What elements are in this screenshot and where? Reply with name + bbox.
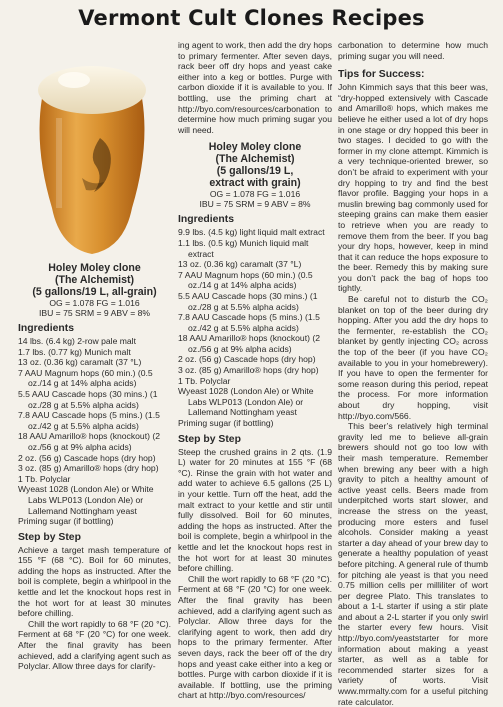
recipe-title-line: (The Alchemist) [215, 153, 295, 166]
ingredient-item: 14 lbs. (6.4 kg) 2-row pale malt [18, 336, 136, 346]
tips-paragraph: Be careful not to disturb the CO₂ blanket on top of the beer during dry hopping. After you add the dry hops to the fermenter, re-establish the CO₂ blanket by gently injecting CO₂ across the top of the beer (if you have CO₂ available to you in your homebrewery). If you have to open the fermenter for some reason during this period, repeat the process. For more information about dry hopping, visit http://byo.com/566. [338, 294, 488, 421]
step-paragraph: Chill the wort rapidly to 68 °F (20 °C). Ferment at 68 °F (20 °C) for one week. After the final gravity has been achieved, add a clarifying agent such as Polyclar. Allow three days for the clarifying agent to work, then add dry hops to the primary fermenter. After seven days, rack the beer off of the dry hops and yeast cake either into a keg or bottles. Purge with carbon dioxide if it is available. If bottling, use the priming chart at http://byo.com/resources/ [178, 573, 332, 701]
recipe-title-line: (5 gallons/19 L, [216, 165, 294, 178]
ingredient-item: 13 oz. (0.36 kg) caramalt (37 °L) [178, 259, 302, 270]
recipe-specs: OG = 1.078 FG = 1.016 [209, 189, 301, 200]
recipe-title-line: Holey Moley clone [208, 141, 302, 154]
ingredient-item: 2 oz. (56 g) Cascade hops (dry hop) [178, 354, 316, 365]
ingredient-item: Priming sugar (if bottling) [18, 516, 114, 527]
recipe-specs: IBU = 75 SRM = 9 ABV = 8% [38, 308, 151, 318]
recipe-title-line: extract with grain) [209, 177, 301, 190]
ingredient-item: 1.1 lbs. (0.5 kg) Munich liquid malt extract [178, 237, 309, 259]
ingredient-item: 3 oz. (85 g) Amarillo® hops (dry hop) [178, 365, 319, 376]
ingredient-item: Wyeast 1028 (London Ale) or White Labs WLP013 (London Ale) or Lallemand Nottingham yeast [178, 386, 314, 418]
ingredient-item: 1.7 lbs. (0.77 kg) Munich malt [18, 346, 131, 357]
ingredient-item: 3 oz. (85 g) Amarillo® hops (dry hop) [18, 463, 159, 474]
step-by-step-heading: Step by Step [178, 433, 241, 445]
step-paragraph: Chill the wort rapidly to 68 °F (20 °C). Ferment at 68 °F (20 °C) for one week. After the final gravity has been achieved, add a clarifying agent such as Polyclar. Allow three days for clarify- [18, 618, 171, 672]
ingredient-item: 5.5 AAU Cascade hops (30 mins.) (1 oz./28 g at 5.5% alpha acids) [18, 388, 158, 410]
ingredient-item: 18 AAU Amarillo® hops (knockout) (2 oz./56 g at 9% alpha acids) [178, 333, 320, 354]
beer-glass-image [12, 58, 172, 258]
ingredient-item: 7.8 AAU Cascade hops (5 mins.) (1.5 oz./42 g at 5.5% alpha acids) [178, 312, 320, 333]
continued-text: ing agent to work, then add the dry hops to primary fermenter. After seven days, rack beer off dry hops and yeast cake either into a keg or bottles. Purge with carbon dioxide if it is available to you. If bottling, use the priming chart at http://byo.com/resources/carbonation to determine how much priming sugar you will need. [178, 40, 332, 135]
ingredient-item: 18 AAU Amarillo® hops (knockout) (2 oz./56 g at 9% alpha acids) [18, 431, 160, 452]
ingredient-item: 1 Tb. Polyclar [178, 375, 231, 386]
ingredient-item: 13 oz. (0.36 kg) caramalt (37 °L) [18, 357, 142, 368]
foam-head [38, 66, 146, 114]
step-paragraph: Achieve a target mash temperature of 155 °F (68 °C). Boil for 60 minutes, adding the hops as instructed. After the boil is complete, begin a whirlpool in the kettle and let the knockout hops rest in the hot wort for at least 30 minutes before chilling. [18, 544, 171, 619]
ingredients-heading: Ingredients [18, 323, 75, 334]
column-3 [338, 40, 488, 707]
recipe-title-line: Holey Moley clone [48, 262, 141, 274]
ingredient-item: 1 Tb. Polyclar [18, 473, 71, 484]
ingredient-item: 5.5 AAU Cascade hops (30 mins.) (1 oz./28 g at 5.5% alpha acids) [178, 290, 318, 312]
ingredient-item: 7 AAU Magnum hops (60 min.) (0.5 oz./14 g at 14% alpha acids) [18, 367, 153, 389]
tips-heading: Tips for Success: [338, 69, 425, 81]
ingredient-item: 7 AAU Magnum hops (60 min.) (0.5 oz./14 g at 14% alpha acids) [178, 269, 313, 291]
ingredient-item: 7.8 AAU Cascade hops (5 mins.) (1.5 oz./42 g at 5.5% alpha acids) [18, 410, 160, 431]
step-by-step-heading: Step by Step [18, 531, 81, 543]
ingredient-item: 9.9 lbs. (4.5 kg) light liquid malt extract [178, 227, 325, 238]
step-paragraph: Steep the crushed grains in 2 qts. (1.9 L) water for 20 minutes at 155 °F (68 °C). Rinse the grain with hot water and add water to achieve 6.5 gallons (25 L) in your kettle. Turn off the heat, add the malt extract to your kettle and stir until fully dissolved. Boil for 60 minutes, adding the hops as instructed. After the boil is complete, begin a whirlpool in the kettle and let the knockout hops rest in the hot wort for at least 30 minutes before chilling. [178, 446, 332, 574]
tips-paragraph: This beer’s relatively high terminal gravity led me to believe all-grain brewers should not go too low with their mash temperature. Remember when brewing any beer with a high gravity to pitch a healthy amount of active yeast cells. Beers made from underpitched worts start slower, and increase the stress on the yeast, producing more esters and fusel alcohols. Consider making a yeast starter a day ahead of your brew day to generate a healthy population of yeast before pitching. A general rule of thumb for pitching ale yeast is that you need 0.75 million cells per milliliter of wort per degree Plato. This translates to about a 1-L starter if using a stir plate and about a 2-L starter if you only swirl the starter every few hours. Visit http://byo.com/yeaststarter for more information about making a yeast starter, as well as a table for recommended starter sizes for a variety of worts. Visit www.mrmalty.com for a useful pitching rate calculator. [338, 421, 488, 707]
recipe-specs: IBU = 75 SRM = 9 ABV = 8% [199, 199, 311, 210]
ingredient-item: 2 oz. (56 g) Cascade hops (dry hop) [18, 452, 156, 463]
ingredient-item: Wyeast 1028 (London Ale) or White Labs WLP013 (London Ale) or Lallemand Nottingham yeast [18, 484, 154, 516]
tips-paragraph: John Kimmich says that this beer was, “dry-hopped extensively with Cascade and Amarillo® hops, which makes me believe he either used a lot of dry hops in one stage or dry hopped this beer in two stages. I decided to go with the former in my clone attempt. Kimmich is a very technique-oriented brewer, so don’t be afraid to experiment with your dry hopping to try and find the best flavor profile. Bagging your hops in a muslin brewing bag commonly used for steeping grains can make them easier to retrieve when you are ready to remove them from the beer. If you bag your dry hops, however, keep in mind that it can reduce the hops exposure to the beer. Remedy this by making sure you don’t pack the bag of hops too tightly. [338, 82, 488, 294]
page-title: Vermont Cult Clones Recipes [78, 6, 425, 30]
column-2 [178, 40, 332, 701]
column-1 [18, 262, 171, 672]
ingredients-heading: Ingredients [178, 214, 235, 226]
ingredient-item: Priming sugar (if bottling) [178, 418, 274, 429]
continued-text: carbonation to determine how much priming sugar you will need. [338, 40, 488, 61]
recipe-specs: OG = 1.078 FG = 1.016 [49, 298, 140, 308]
recipe-title-line: (The Alchemist) [54, 274, 135, 286]
recipe-title-line: (5 gallons/19 L, all-grain) [32, 286, 157, 298]
glass-body [40, 98, 145, 254]
